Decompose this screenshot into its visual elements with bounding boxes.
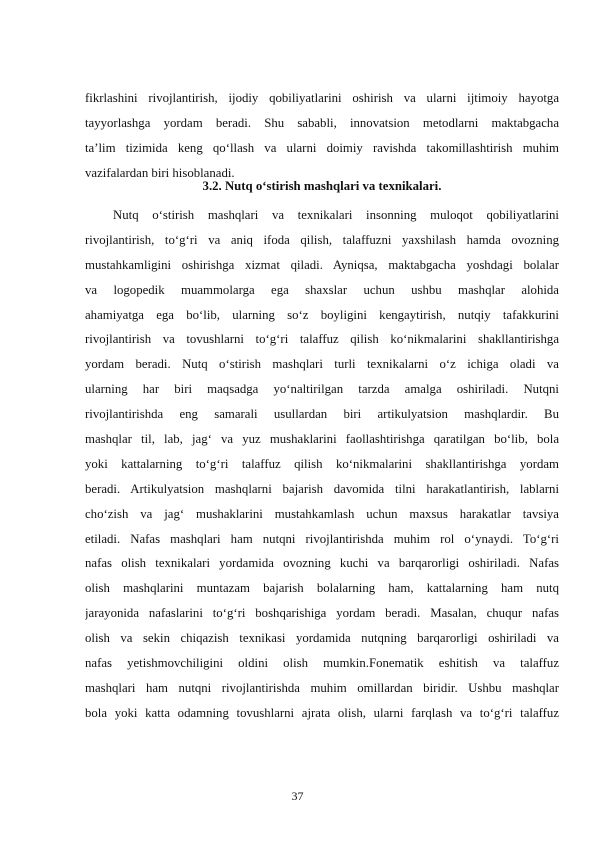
paragraph-line: va logopedik muammolarga ega shaxslar uchun ushbu mashqlar alohida bbox=[85, 282, 559, 297]
paragraph-line: olish mashqlarini muntazam bajarish bolalarning ham, kattalarning ham nutq bbox=[85, 581, 559, 596]
paragraph-line: mashqlar til, lab, jag‘ va yuz mushaklarini faollashtirishga qaratilgan bo‘lib, bola bbox=[85, 432, 559, 447]
paragraph-line: yordam beradi. Nutq o‘stirish mashqlari turli texnikalarni o‘z ichiga oladi va bbox=[85, 357, 559, 372]
section-heading: 3.2. Nutq o‘stirish mashqlari va texnikalari. bbox=[202, 179, 442, 193]
paragraph-line: rivojlantirish, to‘g‘ri va aniq ifoda qilish, talaffuzni yaxshilash hamda ovozning bbox=[85, 232, 559, 247]
paragraph-line: rivojlantirish va tovushlarni to‘g‘ri talaffuz qilish ko‘nikmalarini shakllantirishga bbox=[85, 332, 559, 347]
paragraph-line: ta’lim tizimida keng qo‘llash va ularni doimiy ravishda takomillashtirish muhim bbox=[85, 140, 559, 155]
paragraph-line: tayyorlashga yordam beradi. Shu sababli, innovatsion metodlarni maktabgacha bbox=[85, 115, 559, 130]
paragraph-line: mashqlari ham nutqni rivojlantirishda muhim omillardan biridir. Ushbu mashqlar bbox=[85, 680, 559, 695]
paragraph-line: nafas yetishmovchiligini oldini olish mumkin.Fonematik eshitish va talaffuz bbox=[85, 656, 559, 671]
paragraph-line: ahamiyatga ega bo‘lib, ularning so‘z boyligini kengaytirish, nutqiy tafakkurini bbox=[85, 307, 559, 322]
paragraph-line: olish va sekin chiqazish texnikasi yordamida nutqning barqarorligi oshiriladi va bbox=[85, 631, 559, 646]
paragraph-line: mustahkamligini oshirishga xizmat qiladi. Ayniqsa, maktabgacha yoshdagi bolalar bbox=[85, 257, 559, 272]
paragraph-line: bola yoki katta odamning tovushlarni ajrata olish, ularni farqlash va to‘g‘ri talaffuz bbox=[85, 705, 559, 720]
page-number: 37 bbox=[291, 789, 304, 803]
paragraph-line: jarayonida nafaslarini to‘g‘ri boshqarishiga yordam beradi. Masalan, chuqur nafas bbox=[85, 606, 559, 621]
intro-paragraph bbox=[85, 86, 559, 186]
paragraph-line: cho‘zish va jag‘ mushaklarini mustahkamlash uchun maxsus harakatlar tavsiya bbox=[85, 506, 559, 521]
paragraph-line: beradi. Artikulyatsion mashqlarni bajarish davomida tilni harakatlantirish, lablarni bbox=[85, 481, 559, 496]
paragraph-line: vazifalardan biri hisoblanadi. bbox=[85, 165, 235, 180]
paragraph-line: rivojlantirishda eng samarali usullardan biri artikulyatsion mashqlardir. Bu bbox=[85, 407, 559, 422]
body-paragraph bbox=[85, 203, 559, 726]
paragraph-line: fikrlashini rivojlantirish, ijodiy qobiliyatlarini oshirish va ularni ijtimoiy hayotga bbox=[85, 91, 559, 105]
paragraph-line: ularning har biri maqsadga yo‘naltirilgan tarzda amalga oshiriladi. Nutqni bbox=[85, 382, 559, 397]
paragraph-line: yoki kattalarning to‘g‘ri talaffuz qilish ko‘nikmalarini shakllantirishga yordam bbox=[85, 456, 559, 471]
paragraph-line: Nutq o‘stirish mashqlari va texnikalari insonning muloqot qobiliyatlarini bbox=[113, 208, 559, 222]
paragraph-line: etiladi. Nafas mashqlari ham nutqni rivojlantirishda muhim rol o‘ynaydi. To‘g‘ri bbox=[85, 531, 559, 546]
paragraph-line: nafas olish texnikalari yordamida ovozning kuchi va barqarorligi oshiriladi. Nafas bbox=[85, 556, 559, 571]
